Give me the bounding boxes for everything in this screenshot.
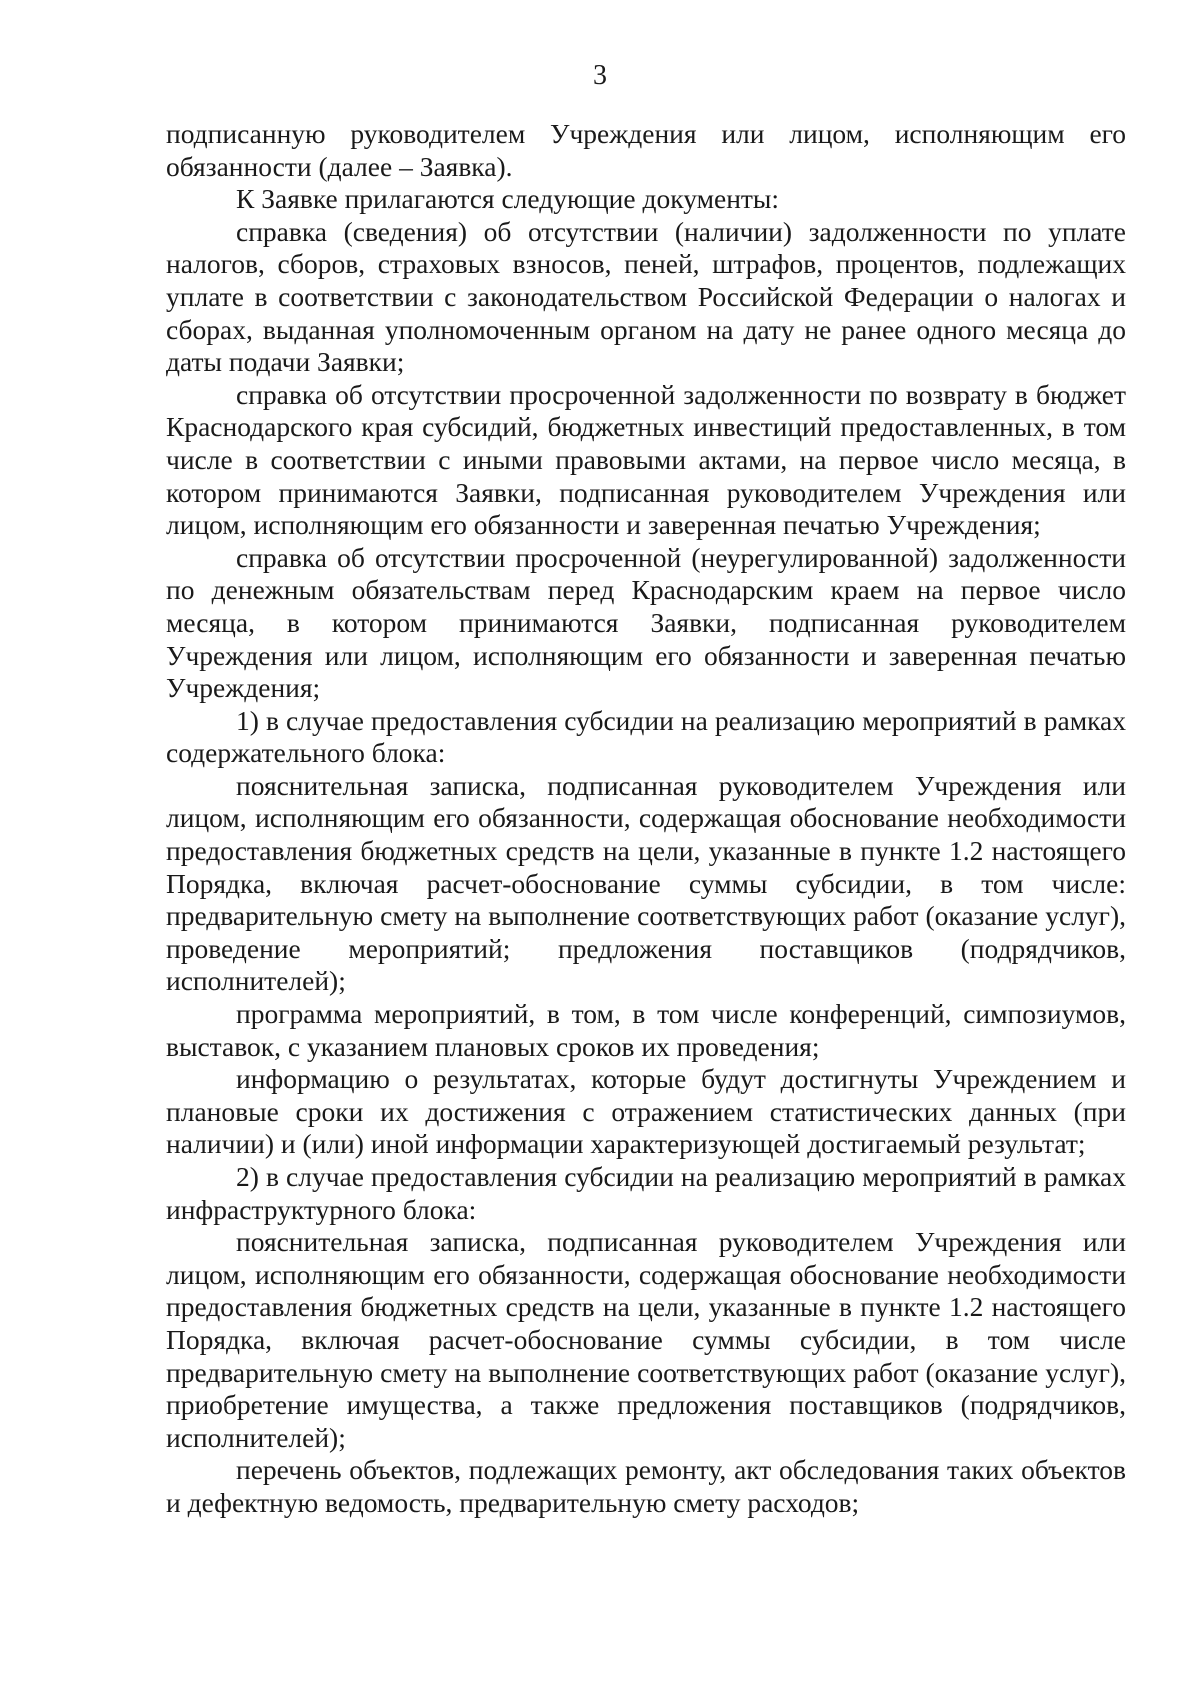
paragraph-budget-debt-certificate: справка об отсутствии просроченной задолженности по возврату в бюджет Краснодарского края субсидий, бюджетных инвестиций предоставленных, в том числе в соответствии с иными правовыми актами, на первое число месяца, в котором принимаются Заявки, подписанная руководителем Учреждения или лицом, исполняющим его обязанности и заверенная печатью Учреждения; [166,378,1126,541]
paragraph-results-information: информацию о результатах, которые будут достигнуты Учреждением и плановые сроки их достижения с отражением статистических данных (при наличии) и (или) иной информации характеризующей достигаемый результат; [166,1063,1126,1160]
paragraph-monetary-obligations-certificate: справка об отсутствии просроченной (неурегулированной) задолженности по денежным обязательствам перед Краснодарским краем на первое число месяца, в котором принимаются Заявки, подписанная руководителем Учреждения или лицом, исполняющим его обязанности и заверенная печатью Учреждения; [166,541,1126,704]
paragraph-repair-objects-list: перечень объектов, подлежащих ремонту, акт обследования таких объектов и дефектную ведомость, предварительную смету расходов; [166,1454,1126,1518]
paragraph-application-continuation: подписанную руководителем Учреждения или лицом, исполняющим его обязанности (далее – Заявка). [166,118,1126,182]
paragraph-events-program: программа мероприятий, в том, в том числе конференций, симпозиумов, выставок, с указанием плановых сроков их проведения; [166,998,1126,1062]
paragraph-attached-documents-intro: К Заявке прилагаются следующие документы: [236,183,780,215]
page-number: 3 [593,60,607,91]
paragraph-content-block-case: 1) в случае предоставления субсидии на реализацию мероприятий в рамках содержательного блока: [166,704,1126,769]
paragraph-tax-debt-certificate: справка (сведения) об отсутствии (наличии) задолженности по уплате налогов, сборов, страховых взносов, пеней, штрафов, процентов, подлежащих уплате в соответствии с законодательством Российской Федерации о налогах и сборах, выданная уполномоченным органом на дату не ранее одного месяца до даты подачи Заявки; [166,215,1126,378]
paragraph-infrastructure-block-case: 2) в случае предоставления субсидии на реализацию мероприятий в рамках инфраструктурного блока: [166,1161,1126,1225]
paragraph-content-block-explanatory-note: пояснительная записка, подписанная руководителем Учреждения или лицом, исполняющим его обязанности, содержащая обоснование необходимости предоставления бюджетных средств на цели, указанные в пункте 1.2 настоящего Порядка, включая расчет-обоснование суммы субсидии, в том числе: предварительную смету на выполнение соответствующих работ (оказание услуг), проведение мероприятий; предложения поставщиков (подрядчиков, исполнителей); [166,769,1126,997]
document-body [166,118,1126,1520]
paragraph-infrastructure-explanatory-note: пояснительная записка, подписанная руководителем Учреждения или лицом, исполняющим его обязанности, содержащая обоснование необходимости предоставления бюджетных средств на цели, указанные в пункте 1.2 настоящего Порядка, включая расчет-обоснование суммы субсидии, в том числе предварительную смету на выполнение соответствующих работ (оказание услуг), приобретение имущества, а также предложения поставщиков (подрядчиков, исполнителей); [166,1226,1126,1453]
